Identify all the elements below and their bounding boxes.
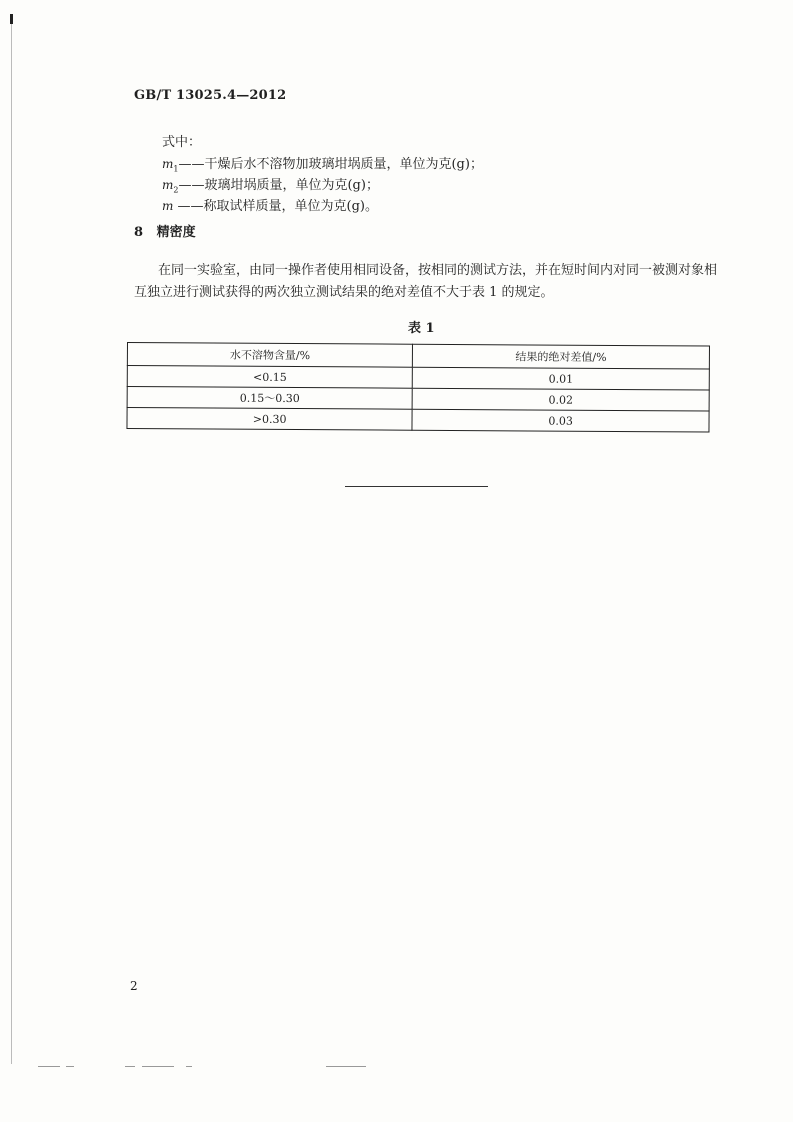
precision-table: [126, 342, 710, 433]
definition-dash: ——: [173, 199, 204, 214]
definition-text: 干燥后水不溶物加玻璃坩埚质量，单位为克(g)；: [204, 157, 483, 172]
column-header-content: 水不溶物含量/%: [127, 343, 412, 368]
scan-artifact: [66, 1066, 74, 1067]
column-header-difference: 结果的绝对差值/%: [413, 344, 710, 369]
formula-where-label: 式中：: [162, 135, 202, 150]
variable-definition-m: [162, 195, 378, 214]
variable-symbol: m: [162, 178, 174, 192]
scan-artifact: [186, 1066, 192, 1067]
variable-definition-m1: [162, 153, 483, 174]
page-number: 2: [130, 979, 138, 993]
definition-dash: ——: [178, 157, 205, 172]
table-cell: <0.15: [127, 366, 412, 389]
end-of-document-rule: [345, 486, 488, 487]
section-title: 精密度: [156, 225, 196, 240]
table-cell: 0.02: [412, 388, 709, 411]
scan-artifact: [142, 1066, 174, 1067]
precision-paragraph: 在同一实验室，由同一操作者使用相同设备，按相同的测试方法，并在短时间内对同一被测对象相互独立进行测试获得的两次独立测试结果的绝对差值不大于表 1 的规定。: [134, 263, 718, 300]
definition-text: 称取试样质量，单位为克(g)。: [203, 199, 378, 214]
table-row: [127, 408, 709, 433]
variable-definition-m2: [162, 174, 379, 195]
table-caption: 表 1: [408, 321, 435, 336]
table-cell: 0.03: [412, 409, 709, 432]
variable-subscript: 1: [173, 164, 179, 174]
table-cell: 0.15～0.30: [127, 387, 412, 410]
section-number: 8: [134, 225, 144, 240]
scan-edge-line: [11, 24, 12, 1064]
scan-artifact: [326, 1066, 366, 1067]
variable-symbol: m: [162, 157, 174, 171]
definition-dash: ——: [178, 178, 205, 193]
scan-artifact: [38, 1066, 60, 1067]
definition-text: 玻璃坩埚质量，单位为克(g)；: [204, 178, 379, 193]
scan-edge-mark: [10, 14, 13, 24]
section-heading: [134, 221, 196, 240]
variable-subscript: 2: [173, 185, 179, 195]
standard-code: GB/T 13025.4—2012: [134, 88, 287, 103]
variable-symbol: m: [162, 199, 174, 213]
table-cell: >0.30: [127, 408, 412, 431]
table-cell: 0.01: [412, 367, 709, 390]
scan-artifact: [125, 1066, 135, 1067]
